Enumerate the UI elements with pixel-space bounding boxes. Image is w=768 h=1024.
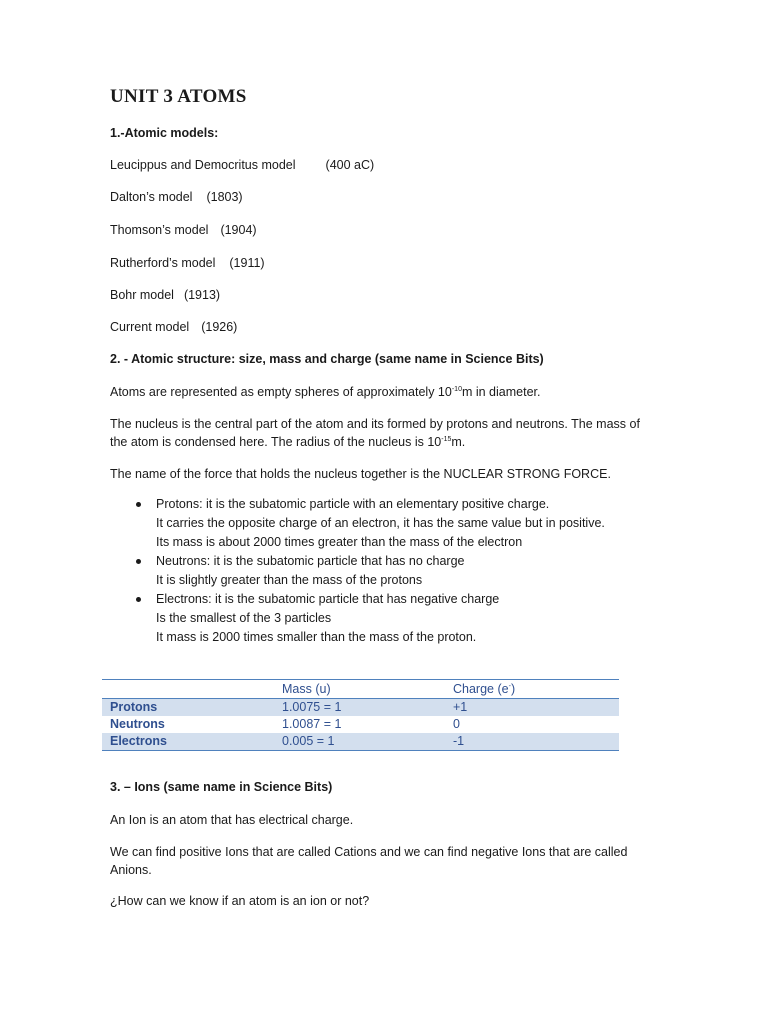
model-name: Current model — [110, 320, 190, 334]
model-name: Leucippus and Democritus model — [110, 158, 296, 172]
section3-heading: 3. – Ions (same name in Science Bits) — [110, 780, 333, 794]
exponent: -15 — [441, 435, 452, 443]
model-name: Rutherford’s model — [110, 256, 216, 270]
particle-name: Electrons — [102, 733, 274, 751]
particle-mass: 1.0087 = 1 — [282, 717, 342, 731]
bullet-sub: Its mass is about 2000 times greater than the mass of the electron — [156, 535, 523, 549]
exponent: -10 — [451, 385, 462, 393]
particle-name: Neutrons — [110, 717, 165, 731]
bullet-sub: It is slightly greater than the mass of the protons — [156, 573, 423, 587]
particle-table — [102, 679, 619, 751]
text: m. — [451, 435, 466, 449]
model-line — [110, 223, 257, 237]
header-text: Charge (e — [453, 681, 509, 696]
nucleus-paragraph — [110, 415, 650, 451]
ion-types-paragraph: We can find positive Ions that are called Cations and we can find negative Ions that are called Anions. — [110, 845, 628, 877]
model-line — [110, 158, 374, 172]
bullet-sub: It mass is 2000 times smaller than the mass of the proton. — [156, 630, 477, 644]
header-text: ) — [510, 681, 516, 696]
force-paragraph: The name of the force that holds the nucleus together is the NUCLEAR STRONG FORCE. — [110, 467, 611, 481]
superscript: - — [508, 682, 511, 690]
model-line — [110, 288, 220, 302]
particle-charge: 0 — [453, 717, 460, 731]
header-cell — [445, 680, 619, 699]
bullet-main: Protons: it is the subatomic particle with an elementary positive charge. — [156, 497, 550, 511]
particle-charge: +1 — [445, 699, 619, 717]
model-line — [110, 320, 237, 334]
model-year: (1913) — [183, 288, 221, 302]
model-year: (1904) — [220, 223, 257, 237]
model-name: Dalton’s model — [110, 190, 193, 204]
bullet-main: Neutrons: it is the subatomic particle that has no charge — [156, 554, 465, 568]
particle-mass: 1.0075 = 1 — [274, 699, 445, 717]
particle-list — [110, 495, 650, 647]
table-row — [102, 716, 619, 733]
bullet-icon — [136, 597, 141, 602]
particle-charge: -1 — [445, 733, 619, 751]
model-year: (1803) — [206, 190, 243, 204]
model-year: (1911) — [229, 256, 265, 270]
bullet-icon — [136, 559, 141, 564]
model-year: (1926) — [201, 320, 238, 334]
list-item — [110, 552, 650, 590]
atom-size-paragraph — [110, 383, 650, 401]
model-name: Thomson’s model — [110, 223, 209, 237]
page-title: UNIT 3 ATOMS — [110, 86, 247, 107]
model-name: Bohr model — [110, 288, 174, 302]
ion-question: ¿How can we know if an atom is an ion or not? — [110, 894, 370, 908]
model-year: (400 aC) — [325, 158, 375, 172]
section2-heading: 2. - Atomic structure: size, mass and charge (same name in Science Bits) — [110, 352, 544, 366]
table-row — [102, 699, 619, 717]
text: The nucleus is the central part of the atom and its formed by protons and neutrons. The mass of the atom is condensed here. The radius of the nucleus is 10 — [110, 417, 640, 449]
list-item — [110, 590, 650, 647]
section1-heading: 1.-Atomic models: — [110, 126, 219, 140]
model-line — [110, 190, 243, 204]
bullet-main: Electrons: it is the subatomic particle that has negative charge — [156, 592, 500, 606]
list-item — [110, 495, 650, 552]
particle-mass: 0.005 = 1 — [274, 733, 445, 751]
ion-definition: An Ion is an atom that has electrical charge. — [110, 813, 354, 827]
header-cell — [102, 680, 274, 699]
model-line — [110, 256, 265, 270]
header-cell: Mass (u) — [274, 680, 445, 699]
bullet-icon — [136, 502, 141, 507]
text: m in diameter. — [461, 385, 541, 399]
table-header-row — [102, 680, 619, 699]
bullet-sub: Is the smallest of the 3 particles — [156, 611, 332, 625]
table-row — [102, 733, 619, 751]
particle-name: Protons — [102, 699, 274, 717]
text: Atoms are represented as empty spheres of approximately 10 — [110, 385, 452, 399]
bullet-sub: It carries the opposite charge of an electron, it has the same value but in positive. — [156, 516, 605, 530]
